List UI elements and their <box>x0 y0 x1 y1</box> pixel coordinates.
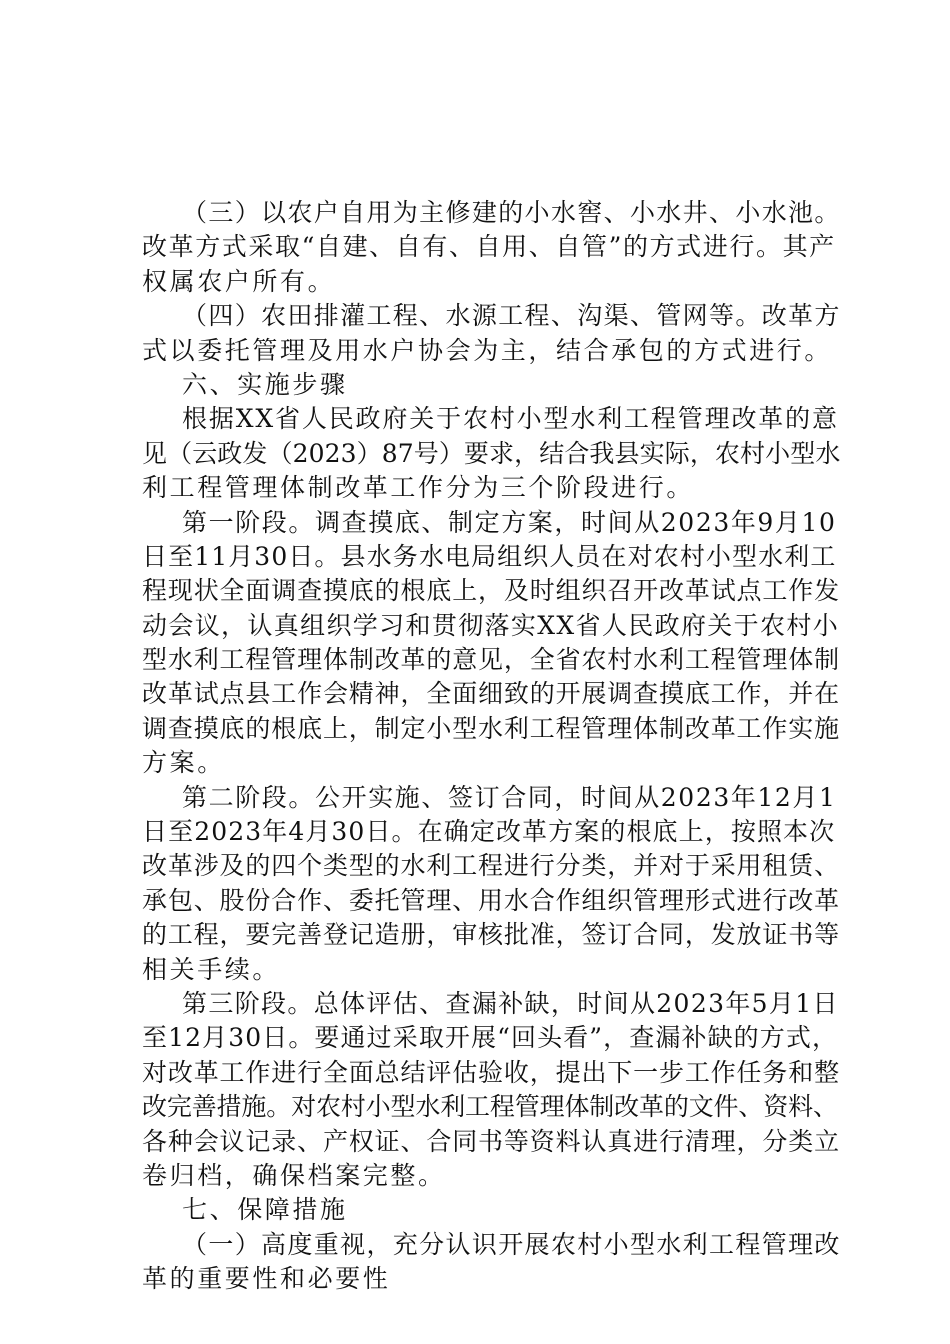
text-line: 承包、股份合作、委托管理、用水合作组织管理形式进行改革 <box>142 885 840 915</box>
text-line: （一）高度重视，充分认识开展农村小型水利工程管理改 <box>182 1229 841 1259</box>
document-body <box>142 196 842 1297</box>
text-line: 第一阶段。调查摸底、制定方案，时间从2023年9月10 <box>182 507 837 537</box>
text-line: 各种会议记录、产权证、合同书等资料认真进行清理，分类立 <box>142 1126 840 1156</box>
text-line: 型水利工程管理体制改革的意见，全省农村水利工程管理体制 <box>142 645 840 675</box>
text-line: 第三阶段。总体评估、查漏补缺，时间从2023年5月1日 <box>182 988 839 1018</box>
text-line: 日至2023年4月30日。在确定改革方案的根底上，按照本次 <box>142 817 836 847</box>
text-line: 根据XX省人民政府关于农村小型水利工程管理改革的意 <box>182 404 839 434</box>
text-line: 改完善措施。对农村小型水利工程管理体制改革的文件、资料、 <box>142 1092 838 1122</box>
text-line: 程现状全面调查摸底的根底上，及时组织召开改革试点工作发 <box>142 576 840 606</box>
text-line: 相关手续。 <box>142 954 281 984</box>
text-line: 第二阶段。公开实施、签订合同，时间从2023年12月1 <box>182 782 837 812</box>
text-line: 见（云政发（2023）87号）要求，结合我县实际，农村小型水 <box>142 438 841 468</box>
text-line: 改革涉及的四个类型的水利工程进行分类，并对于采用租赁、 <box>142 851 840 881</box>
text-line: 式以委托管理及用水户协会为主，结合承包的方式进行。 <box>142 335 833 365</box>
text-line: 改革试点县工作会精神，全面细致的开展调查摸底工作，并在 <box>142 679 840 709</box>
text-line: 革的重要性和必要性 <box>142 1264 391 1294</box>
text-line: 卷归档，确保档案完整。 <box>142 1160 446 1190</box>
text-line: 动会议，认真组织学习和贯彻落实XX省人民政府关于农村小 <box>142 610 840 640</box>
text-line: 日至11月30日。县水务水电局组织人员在对农村小型水利工 <box>142 541 837 571</box>
section-heading: 七、保障措施 <box>182 1195 348 1225</box>
text-line: 利工程管理体制改革工作分为三个阶段进行。 <box>142 473 695 503</box>
text-line: 方案。 <box>142 748 225 778</box>
text-line: 改革方式采取“自建、自有、自用、自管”的方式进行。其产 <box>142 232 836 262</box>
text-line: （三）以农户自用为主修建的小水窖、小水井、小水池。 <box>182 198 841 227</box>
text-line: 调查摸底的根底上，制定小型水利工程管理体制改革工作实施 <box>142 713 840 743</box>
text-line: 对改革工作进行全面总结评估验收，提出下一步工作任务和整 <box>142 1057 840 1087</box>
text-line: 权属农户所有。 <box>142 266 336 296</box>
section-heading: 六、实施步骤 <box>182 369 348 399</box>
text-line: 至12月30日。要通过采取开展“回头看”，查漏补缺的方式， <box>142 1023 839 1053</box>
text-line: （四）农田排灌工程、水源工程、沟渠、管网等。改革方 <box>182 301 841 331</box>
text-line: 的工程，要完善登记造册，审核批准，签订合同，发放证书等 <box>142 920 840 950</box>
